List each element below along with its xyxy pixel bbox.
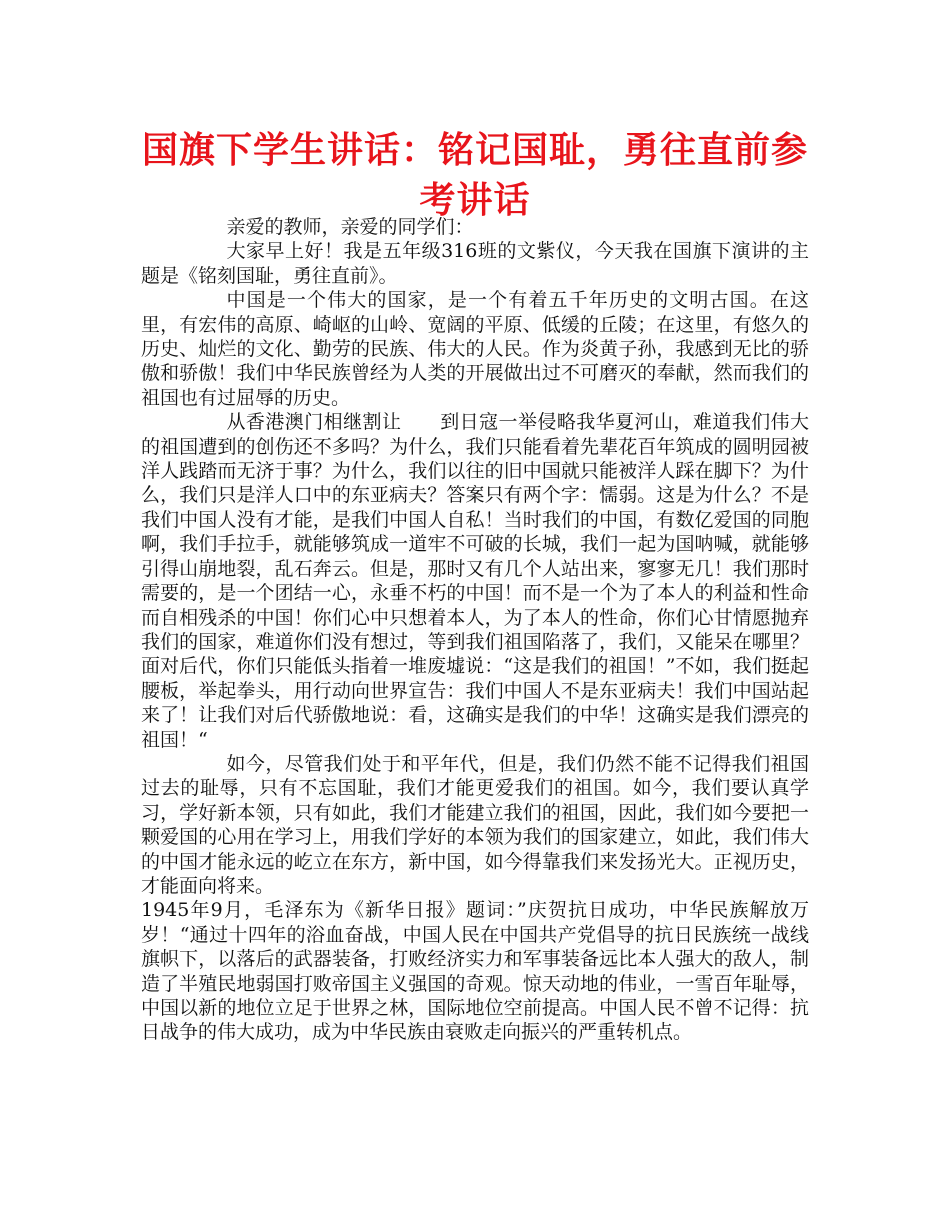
document-body (141, 215, 809, 1045)
greeting-paragraph: 大家早上好！我是五年级316班的文紫仪，今天我在国旗下演讲的主题是《铭刻国耻，勇往直前》。 (141, 240, 809, 287)
body-paragraph: 中国是一个伟大的国家，是一个有着五千年历史的文明古国。在这里，有宏伟的高原、崎岖的山岭、宽阔的平原、低缓的丘陵；在这里，有悠久的历史、灿烂的文化、勤劳的民族、伟大的人民。作为炎黄子孙，我感到无比的骄傲和骄傲！我们中华民族曾经为人类的开展做出过不可磨灭的奉献，然而我们的祖国也有过屈辱的历史。 (141, 289, 809, 409)
body-paragraph: 如今，尽管我们处于和平年代，但是，我们仍然不能不记得我们祖国过去的耻辱，只有不忘国耻，我们才能更爱我们的祖国。如今，我们要认真学习，学好新本领，只有如此，我们才能建立我们的祖国，因此，我们如今要把一颗爱国的心用在学习上，用我们学好的本领为我们的国家建立，如此，我们伟大的中国才能永远的屹立在东方，新中国，如今得靠我们来发扬光大。正视历史，才能面向将来。 (141, 752, 809, 897)
salutation-paragraph: 亲爱的教师，亲爱的同学们： (226, 216, 474, 238)
body-paragraph: 1945年9月，毛泽东为《新华日报》题词：”庆贺抗日成功，中华民族解放万岁！“通过十四年的浴血奋战，中国人民在中国共产党倡导的抗日民族统一战线旗帜下，以落后的武器装备，打败经济实力和军事装备远比本人强大的敌人，制造了半殖民地弱国打败帝国主义强国的奇观。惊天动地的伟业，一雪百年耻辱，中国以新的地位立足于世界之林，国际地位空前提高。中国人民不曾不记得：抗日战争的伟大成功，成为中华民族由衰败走向振兴的严重转机点。 (141, 899, 809, 1044)
body-paragraph: 从香港澳门相继割让 到日寇一举侵略我华夏河山，难道我们伟大的祖国遭到的创伤还不多吗？为什么，我们只能看着先辈花百年筑成的圆明园被洋人践踏而无济于事？为什么，我们以往的旧中国就只能被洋人踩在脚下？为什么，我们只是洋人口中的东亚病夫？答案只有两个字：懦弱。这是为什么？不是我们中国人没有才能，是我们中国人自私！当时我们的中国，有数亿爱国的同胞啊，我们手拉手，就能够筑成一道牢不可破的长城，我们一起为国呐喊，就能够引得山崩地裂，乱石奔云。但是，那时又有几个人站出来，寥寥无几！我们那时需要的，是一个团结一心，永垂不朽的中国！而不是一个为了本人的利益和性命而自相残杀的中国！你们心中只想着本人，为了本人的性命，你们心甘情愿抛弃我们的国家，难道你们没有想过，等到我们祖国陷落了，我们，又能呆在哪里？面对后代，你们只能低头指着一堆废墟说：“这是我们的祖国！”不如，我们挺起腰板，举起拳头，用行动向世界宣告：我们中国人不是东亚病夫！我们中国站起来了！让我们对后代骄傲地说：看，这确实是我们的中华！这确实是我们漂亮的祖国！“ (141, 411, 809, 751)
document-title: 国旗下学生讲话：铭记国耻，勇往直前参考讲话 (141, 130, 808, 221)
